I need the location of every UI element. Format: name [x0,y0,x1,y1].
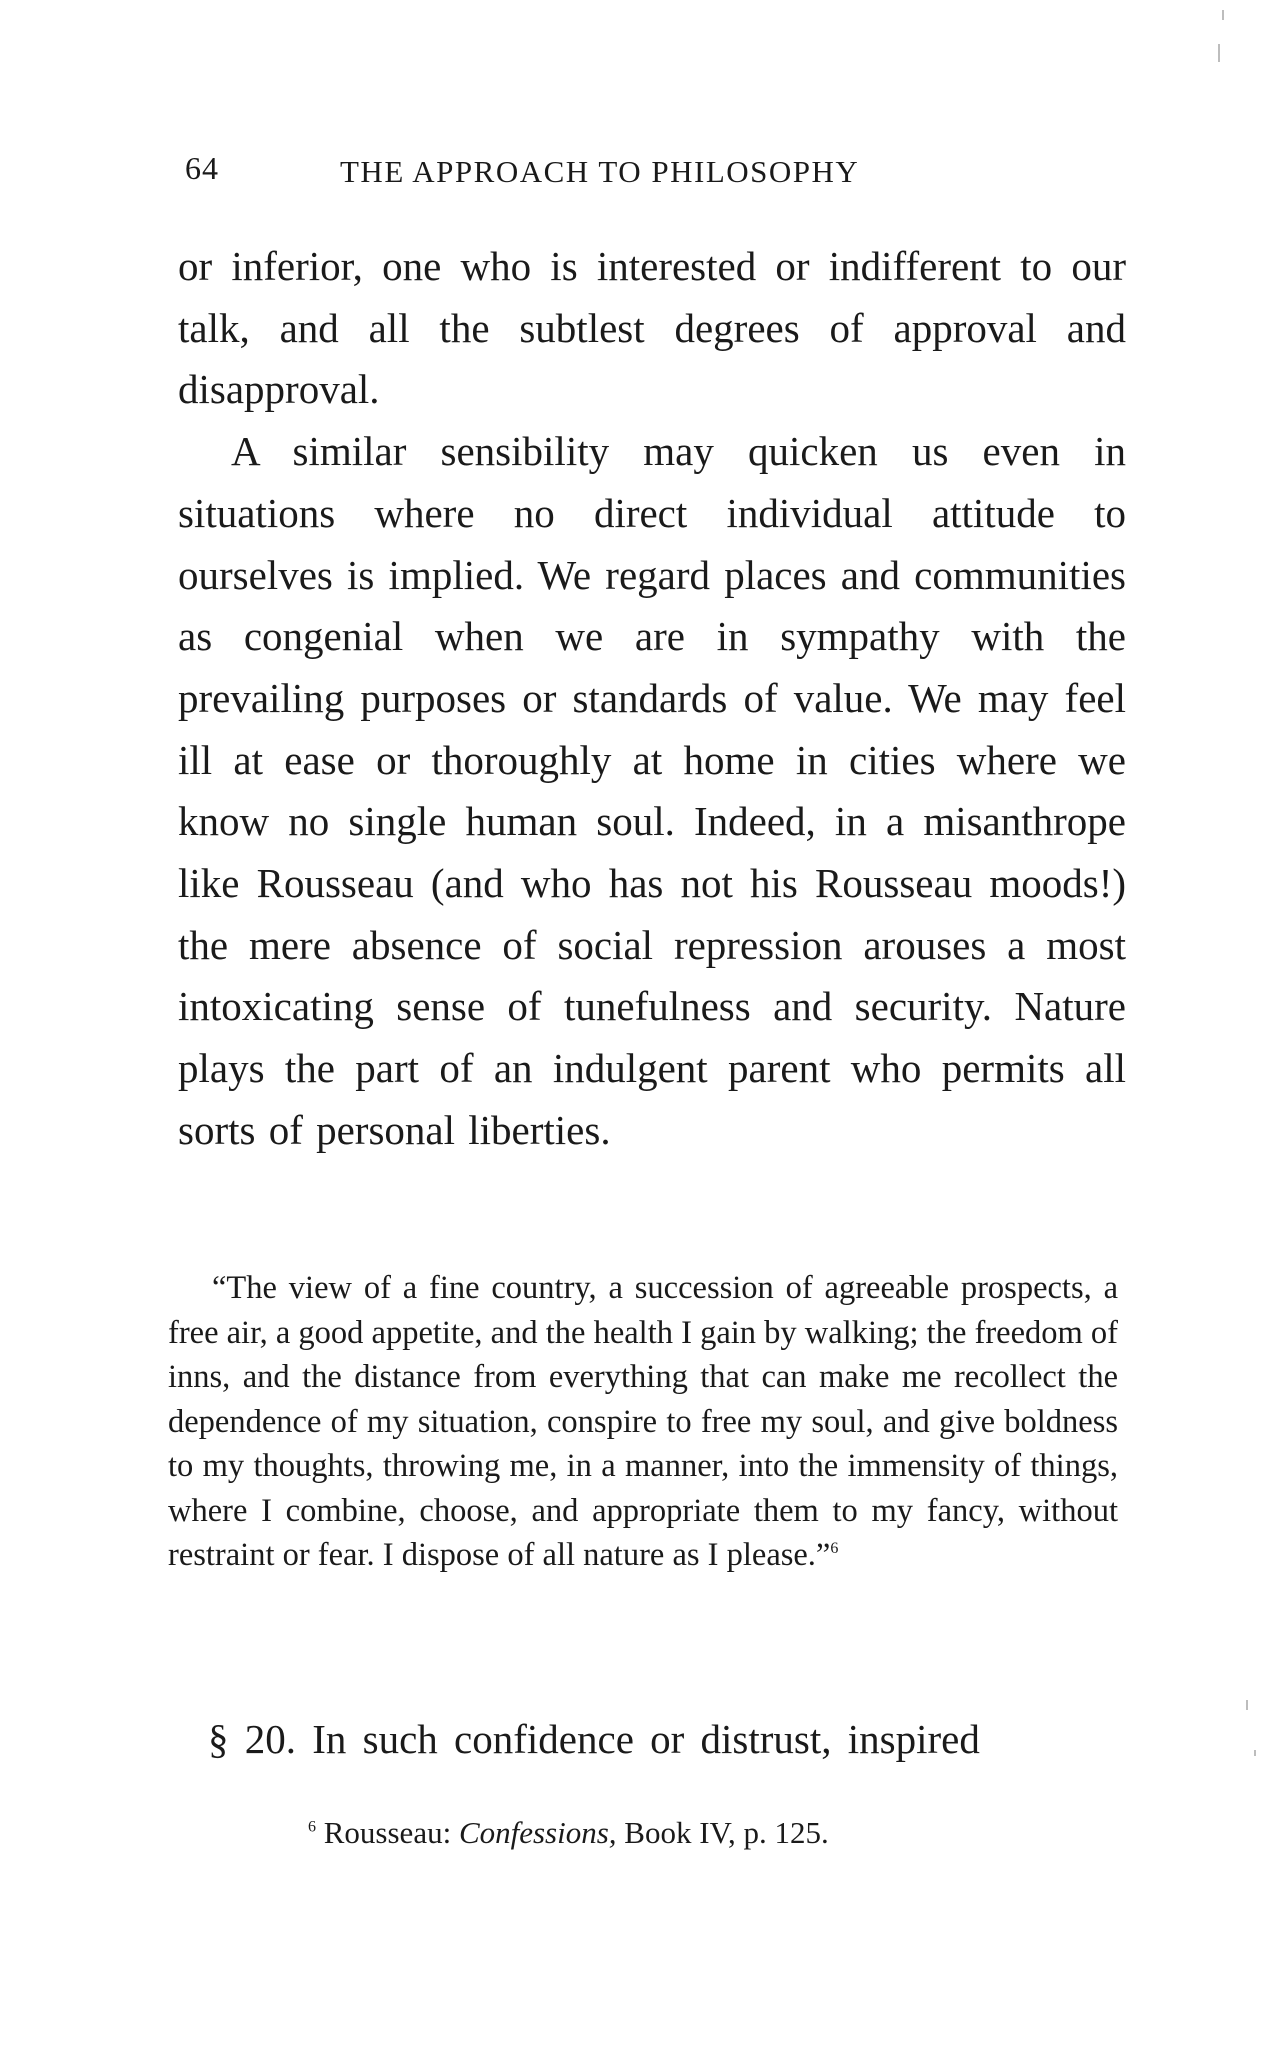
scan-speck [1246,1700,1248,1710]
scan-speck [1254,1750,1256,1756]
running-title: THE APPROACH TO PHILOSOPHY [340,154,860,189]
running-head [185,150,985,194]
footnote-reference: 6 [830,1540,839,1558]
paragraph-continued: or inferior, one who is interested or indifferent to our talk, and all the subtlest degrees of approval and disapproval. [178,243,1126,413]
footnote-author: Rousseau: [323,1815,452,1850]
footnote-number: 6 [308,1818,316,1836]
footnote-location: Book IV, p. 125. [624,1815,829,1850]
scan-speck [1222,10,1224,20]
page-number: 64 [185,150,219,186]
body-text [178,236,1126,1162]
footnote [308,1815,829,1851]
block-quote [168,1266,1118,1578]
footnote-work: Confessions, [458,1815,617,1850]
paragraph-similar-sensibility: A similar sensibility may quicken us even in situations where no direct individual attitude to ourselves is implied. We regard places and communities as congenial when we are in sympathy with the prevailing purposes or standards of value. We may feel ill at ease or thoroughly at home in cities where we know no single human soul. Indeed, in a misanthrope like Rousseau (and who has not his Rousseau moods!) the mere absence of social repression arouses a most intoxicating sense of tunefulness and security. Nature plays the part of an indulgent parent who permits all sorts of personal liberties. [178,428,1126,1153]
section-start: § 20. In such confidence or distrust, inspired [208,1716,980,1762]
scan-speck [1218,44,1220,62]
quote-text: “The view of a fine country, a succession of agreeable prospects, a free air, a good appetite, and the health I gain by walking; the freedom of inns, and the distance from everything that can make me recollect the dependence of my situation, conspire to free my soul, and give boldness to my thoughts, throwing me, in a manner, into the immensity of things, where I combine, choose, and appropriate them to my fancy, without restraint or fear. I dispose of all nature as I please.” [168,1270,1118,1573]
